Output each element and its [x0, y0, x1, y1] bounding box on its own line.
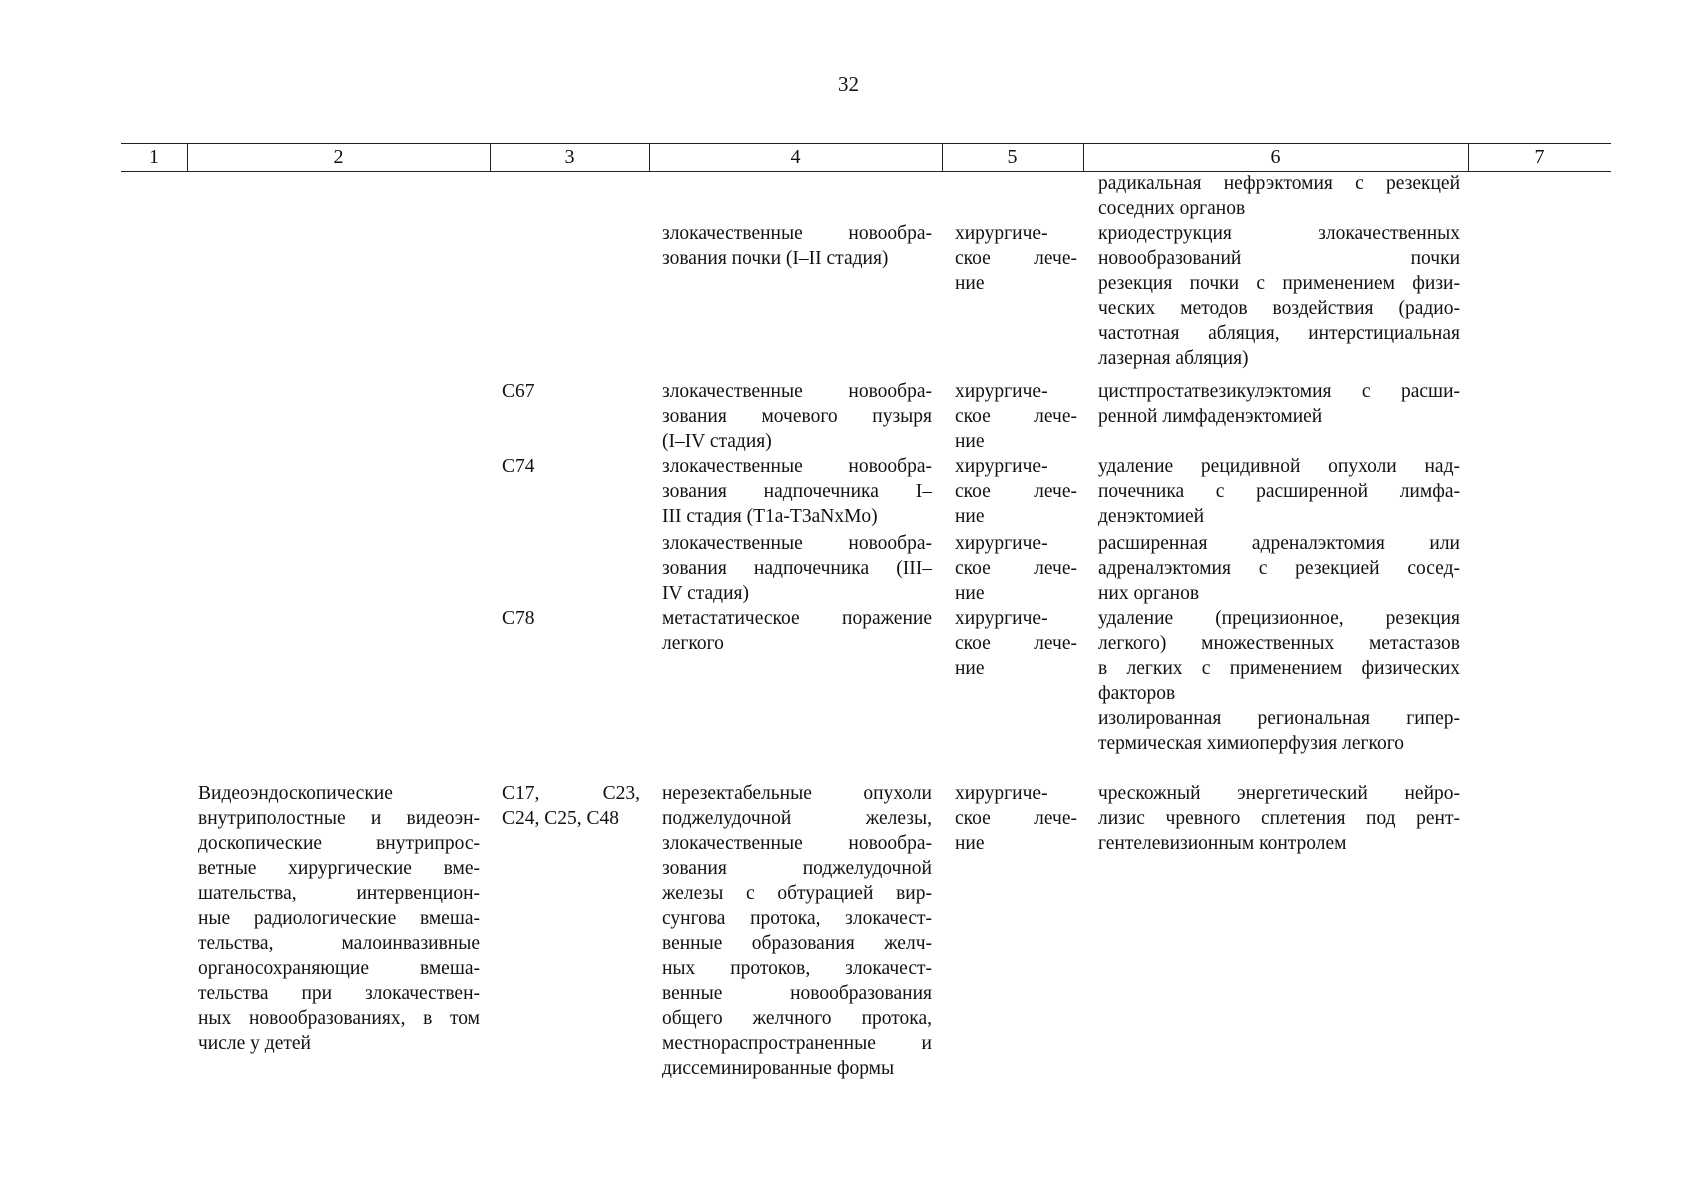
cell-line: криодеструкция злокачественных: [1098, 223, 1460, 244]
cell-line: ское лече-: [955, 406, 1077, 427]
cell-line: резекция почки с применением физи-: [1098, 273, 1460, 294]
row-6-col6: [1098, 781, 1460, 856]
cell-line: изолированная региональная гипер-: [1098, 708, 1460, 729]
cell-line: злокачественные новообра-: [662, 381, 932, 402]
cell-line: хирургиче-: [955, 783, 1048, 804]
cell-line: III стадия (T1a-T3aNxMo): [662, 506, 878, 527]
cell-line: органосохраняющие вмеша-: [198, 958, 480, 979]
cell-line: злокачественные новообра-: [662, 223, 932, 244]
cell-line: ское лече-: [955, 558, 1077, 579]
page-number: 32: [838, 72, 859, 96]
cell-line: ние: [955, 431, 985, 452]
cell-line: злокачественные новообра-: [662, 456, 932, 477]
cell-line: ных новообразованиях, в том: [198, 1008, 480, 1029]
row-1-col4: [662, 221, 932, 271]
header-col-7: 7: [1534, 146, 1545, 168]
cell-line: зования надпочечника I–: [662, 481, 932, 502]
row-4-col5: [955, 531, 1077, 606]
row-6-col3: [502, 781, 640, 831]
cell-line: IV стадия): [662, 583, 749, 604]
cell-line: термическая химиоперфузия легкого: [1098, 733, 1405, 754]
cell-line: факторов: [1098, 683, 1176, 704]
row-2-col4: [662, 379, 932, 454]
cell-line: хирургиче-: [955, 381, 1048, 402]
cell-line: общего желчного протока,: [662, 1008, 932, 1029]
cell-line: гентелевизионным контролем: [1098, 833, 1347, 854]
cell-line: тельства, малоинвазивные: [198, 933, 480, 954]
row-4-col6: [1098, 531, 1460, 606]
cell-line: ское лече-: [955, 808, 1077, 829]
cell-line: адреналэктомия с резекцией сосед-: [1098, 558, 1460, 579]
cell-line: лизис чревного сплетения под рент-: [1098, 808, 1460, 829]
cell-line: почечника с расширенной лимфа-: [1098, 481, 1460, 502]
row-2-col6: [1098, 379, 1460, 429]
row-1-col5: [955, 221, 1077, 296]
cell-line: внутриполостные и видеоэн-: [198, 808, 480, 829]
cell-text: C78: [502, 608, 535, 629]
row-5-col4: [662, 606, 932, 656]
cell-line: в легких с применением физических: [1098, 658, 1460, 679]
cell-line: хирургиче-: [955, 533, 1048, 554]
cell-line: диссеминированные формы: [662, 1058, 895, 1079]
cell-line: денэктомией: [1098, 506, 1205, 527]
cell-line: хирургиче-: [955, 456, 1048, 477]
cell-line: легкого) множественных метастазов: [1098, 633, 1460, 654]
cell-line: ние: [955, 506, 985, 527]
row-4-col4: [662, 531, 932, 606]
cell-line: радикальная нефрэктомия с резекцей: [1098, 173, 1460, 194]
cell-line: ренной лимфаденэктомией: [1098, 406, 1323, 427]
cell-line: ветные хирургические вме-: [198, 858, 480, 879]
cell-text: C67: [502, 381, 535, 402]
cell-line: удаление рецидивной опухоли над-: [1098, 456, 1460, 477]
cell-line: расширенная адреналэктомия или: [1098, 533, 1460, 554]
cell-line: цистпростатвезикулэктомия с расши-: [1098, 381, 1460, 402]
cell-line: зования почки (I–II стадия): [662, 248, 889, 269]
cell-line: числе у детей: [198, 1033, 311, 1054]
row-2-col5: [955, 379, 1077, 454]
cell-line: ные радиологические вмеша-: [198, 908, 480, 929]
cell-line: хирургиче-: [955, 223, 1048, 244]
cell-line: сунгова протока, злокачест-: [662, 908, 932, 929]
cell-line: злокачественные новообра-: [662, 533, 932, 554]
header-col-2: 2: [333, 146, 344, 168]
cell-line: ческих методов воздействия (радио-: [1098, 298, 1460, 319]
cell-line: зования поджелудочной: [662, 858, 932, 879]
cell-text: C74: [502, 456, 535, 477]
header-col-1: 1: [149, 146, 159, 168]
cell-line: зования мочевого пузыря: [662, 406, 932, 427]
cell-line: венные новообразования: [662, 983, 932, 1004]
row-1-col6: [1098, 221, 1460, 371]
row-5-col3: [502, 606, 640, 631]
cell-line: хирургиче-: [955, 608, 1048, 629]
row-3-col4: [662, 454, 932, 529]
header-col-6: 6: [1270, 146, 1281, 168]
cell-line: ние: [955, 583, 985, 604]
cell-line: местнораспространенные и: [662, 1033, 932, 1054]
cell-line: них органов: [1098, 583, 1200, 604]
row-6-col4: [662, 781, 932, 1081]
cell-line: зования надпочечника (III–: [662, 558, 932, 579]
row-3-col3: [502, 454, 640, 479]
cell-line: соседних органов: [1098, 198, 1246, 219]
cell-line: злокачественные новообра-: [662, 833, 932, 854]
header-col-3: 3: [564, 146, 575, 168]
row-3-col5: [955, 454, 1077, 529]
row-2-col3: [502, 379, 640, 404]
cell-line: ных протоков, злокачест-: [662, 958, 932, 979]
cell-line: ние: [955, 833, 985, 854]
cell-line: (I–IV стадия): [662, 431, 772, 452]
cell-line: удаление (прецизионное, резекция: [1098, 608, 1460, 629]
header-col-5: 5: [1007, 146, 1018, 168]
row-5-col5: [955, 606, 1077, 681]
cell-line: ское лече-: [955, 633, 1077, 654]
cell-line: доскопические внутрипрос-: [198, 833, 480, 854]
cell-line: новообразований почки: [1098, 248, 1460, 269]
cell-line: частотная абляция, интерстициальная: [1098, 323, 1460, 344]
cell-line: железы с обтурацией вир-: [662, 883, 932, 904]
row-5-col6: [1098, 606, 1460, 756]
row-6-col2: [198, 781, 480, 1056]
cell-line: венные образования желч-: [662, 933, 932, 954]
row-6-col5: [955, 781, 1077, 856]
cell-line: ское лече-: [955, 481, 1077, 502]
table-header-row: [121, 143, 1611, 172]
cell-line: ское лече-: [955, 248, 1077, 269]
cell-line: C17, C23,: [502, 783, 640, 804]
cell-line: ние: [955, 658, 985, 679]
row-0-col6: [1098, 171, 1460, 221]
cell-line: поджелудочной железы,: [662, 808, 932, 829]
cell-line: C24, C25, C48: [502, 808, 620, 829]
cell-line: шательства, интервенцион-: [198, 883, 480, 904]
cell-line: ние: [955, 273, 985, 294]
cell-line: легкого: [662, 633, 724, 654]
cell-line: лазерная абляция): [1098, 348, 1249, 369]
row-3-col6: [1098, 454, 1460, 529]
cell-line: тельства при злокачествен-: [198, 983, 480, 1004]
cell-line: нерезектабельные опухоли: [662, 783, 932, 804]
cell-line: Видеоэндоскопические: [198, 783, 393, 804]
cell-line: метастатическое поражение: [662, 608, 932, 629]
header-col-4: 4: [790, 146, 801, 168]
cell-line: чрескожный энергетический нейро-: [1098, 783, 1460, 804]
